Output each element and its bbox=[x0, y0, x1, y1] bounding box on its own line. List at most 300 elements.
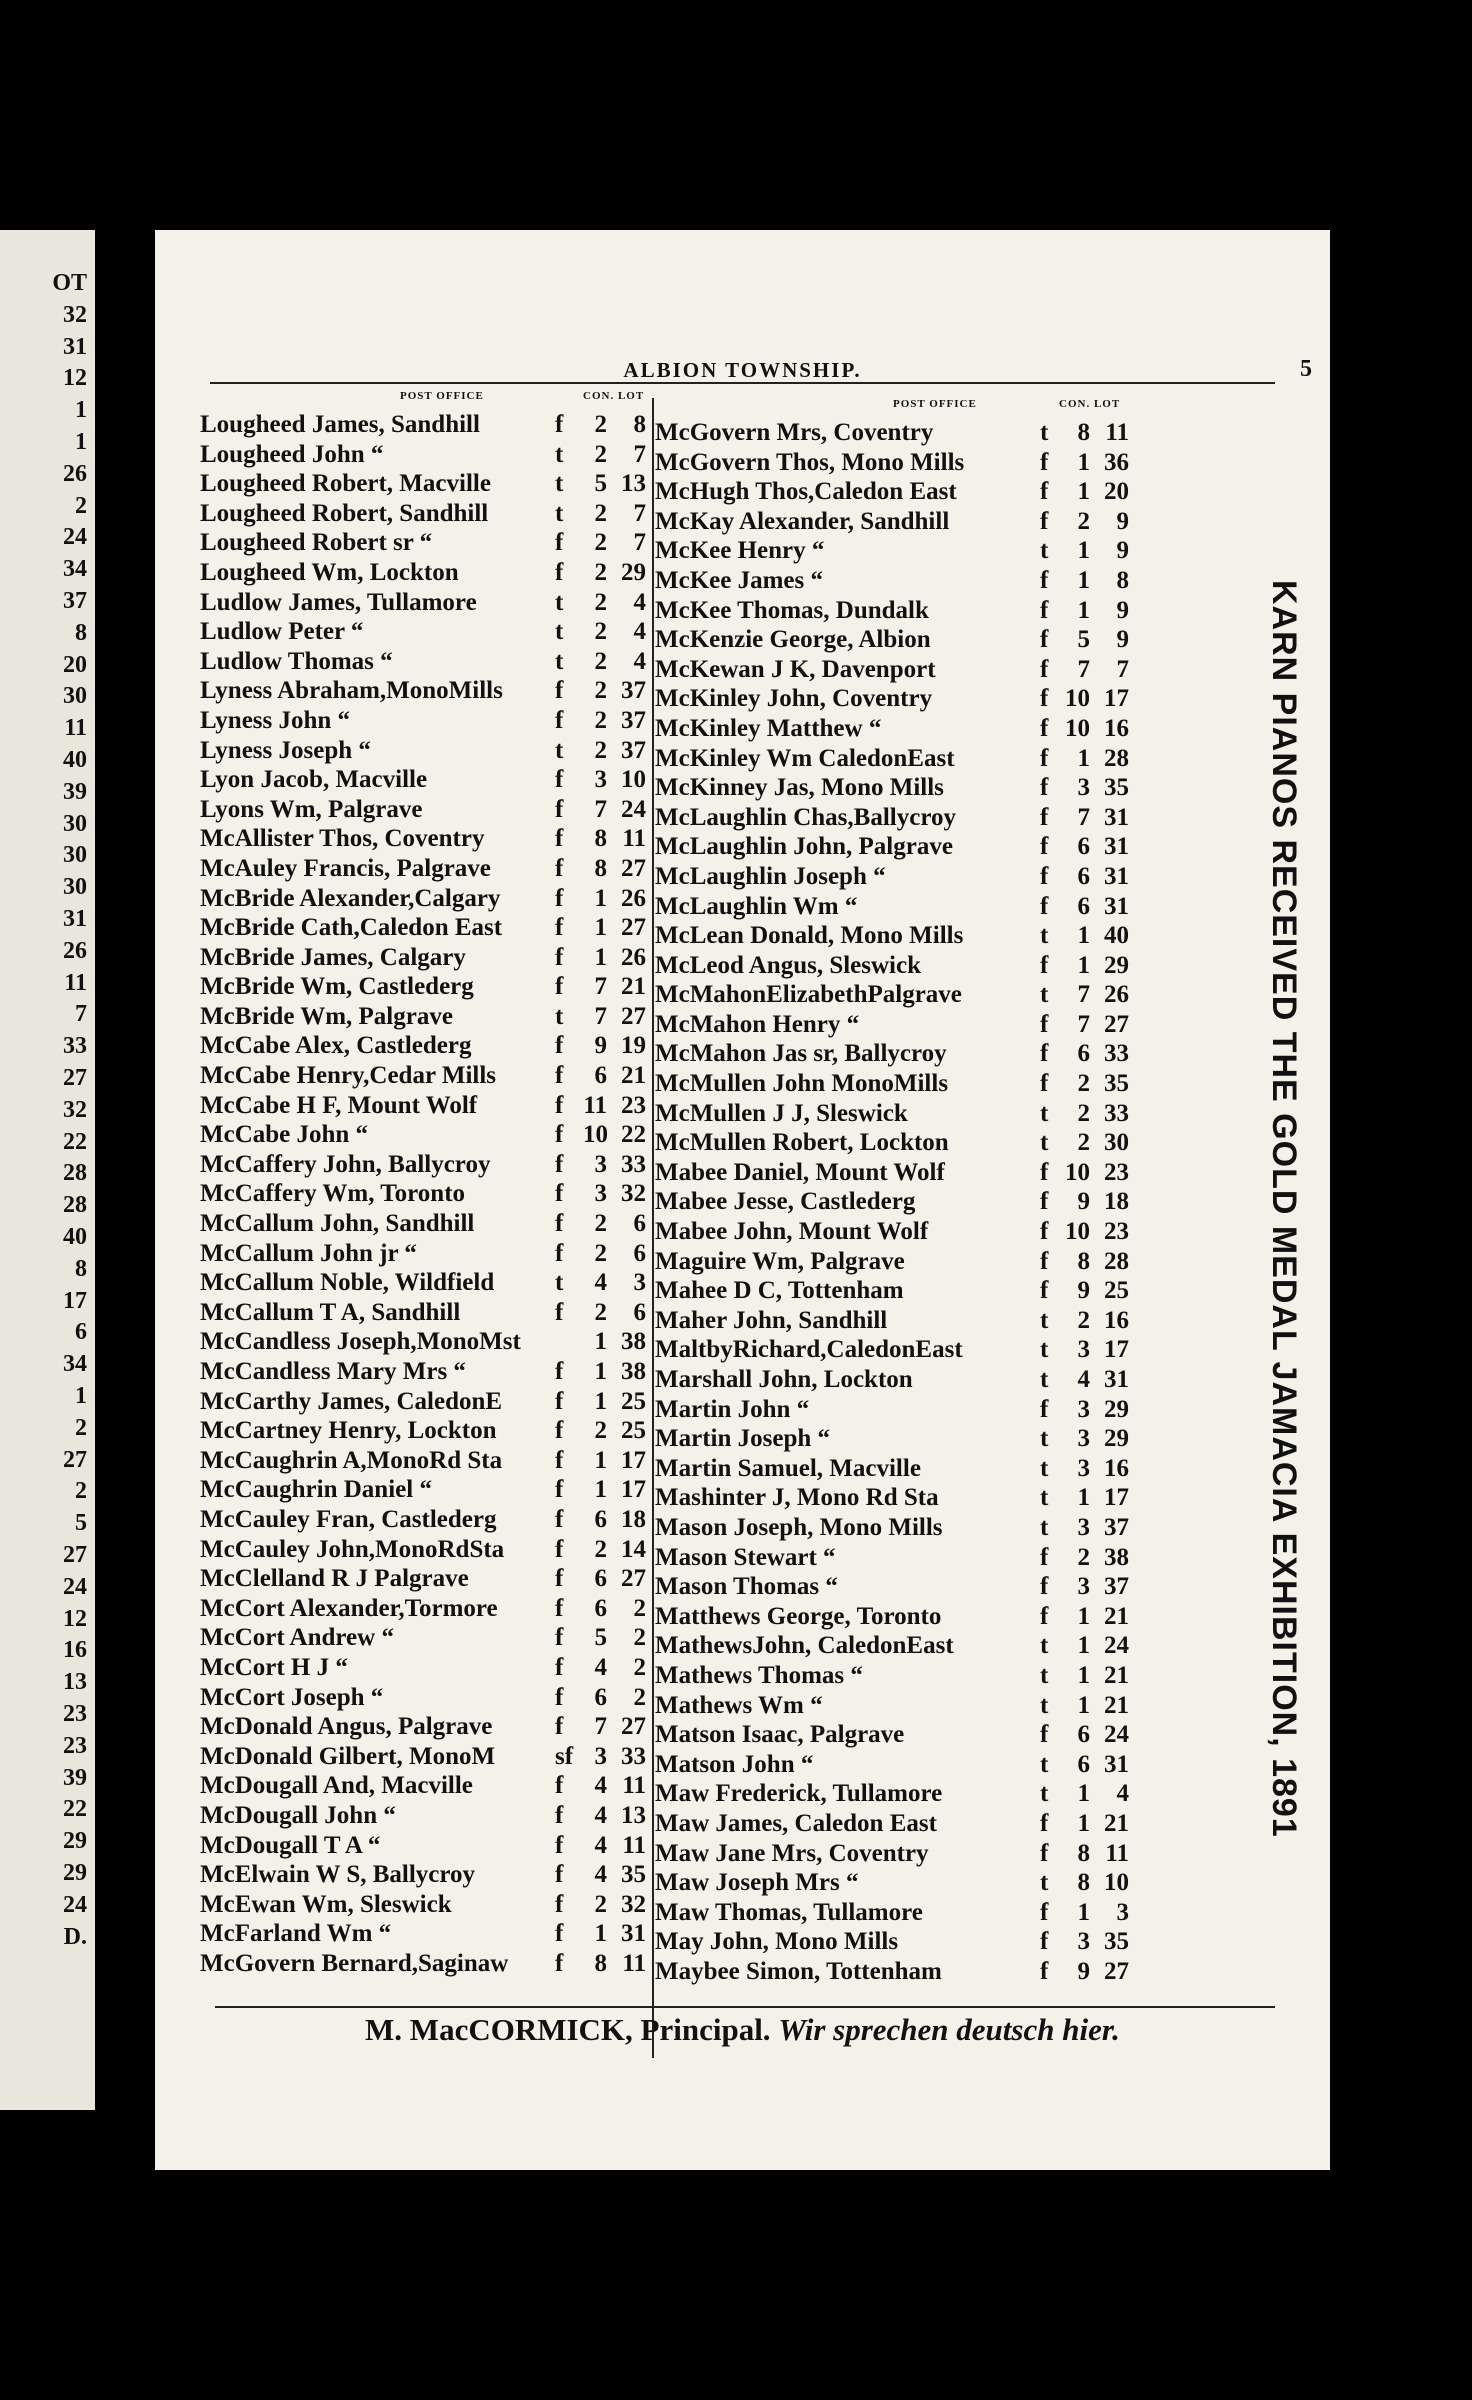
facing-page-fragment: 34 bbox=[63, 1351, 87, 1378]
entry-name: McCabe Henry,Cedar Mills bbox=[200, 1062, 497, 1090]
directory-entry bbox=[655, 1039, 1255, 1069]
entry-name: Lougheed Robert, Macville bbox=[200, 470, 491, 498]
directory-entry bbox=[200, 1239, 710, 1269]
directory-entry bbox=[655, 1483, 1255, 1513]
concession: 6 bbox=[594, 1062, 607, 1090]
running-title: ALBION TOWNSHIP. bbox=[623, 358, 862, 382]
tenure-code: f bbox=[1040, 1010, 1049, 1038]
directory-entry bbox=[200, 1179, 710, 1209]
tenure-code: f bbox=[1040, 1928, 1049, 1956]
concession: 3 bbox=[594, 766, 607, 794]
concession: 11 bbox=[583, 1091, 607, 1119]
lot-number: 6 bbox=[633, 1210, 646, 1238]
facing-page-fragment: 11 bbox=[64, 969, 87, 996]
lot-number: 16 bbox=[1104, 1306, 1129, 1334]
entry-name: Maw Frederick, Tullamore bbox=[655, 1780, 943, 1808]
entry-name: McClelland R J Palgrave bbox=[200, 1565, 469, 1593]
concession: 3 bbox=[1077, 1573, 1090, 1601]
lot-number: 21 bbox=[621, 973, 646, 1001]
lot-number: 29 bbox=[1104, 951, 1129, 979]
entry-name: McGovern Bernard,Saginaw bbox=[200, 1949, 509, 1977]
directory-entry bbox=[655, 980, 1255, 1010]
lot-number: 27 bbox=[621, 1002, 646, 1030]
directory-entry bbox=[200, 1949, 710, 1979]
directory-entry bbox=[655, 1158, 1255, 1188]
concession: 1 bbox=[1077, 1780, 1090, 1808]
header-rule bbox=[210, 382, 1275, 384]
entry-name: Ludlow James, Tullamore bbox=[200, 588, 477, 616]
directory-entry bbox=[655, 448, 1255, 478]
lot-number: 18 bbox=[1104, 1188, 1129, 1216]
entry-name: McLaughlin Chas,Ballycroy bbox=[655, 803, 956, 831]
facing-page-fragment: OT bbox=[52, 270, 87, 296]
tenure-code: f bbox=[555, 1535, 564, 1563]
entry-name: McCort Andrew “ bbox=[200, 1624, 394, 1652]
tenure-code: f bbox=[555, 529, 564, 557]
concession: 5 bbox=[1077, 626, 1090, 654]
lot-number: 27 bbox=[621, 914, 646, 942]
facing-page-fragment: D. bbox=[63, 1923, 87, 1950]
footer-rule bbox=[215, 2006, 1275, 2008]
column-heading bbox=[200, 390, 710, 410]
lot-number: 9 bbox=[1116, 596, 1129, 624]
directory-entry bbox=[200, 1327, 710, 1357]
tenure-code: f bbox=[1040, 1188, 1049, 1216]
entry-name: Mabee Daniel, Mount Wolf bbox=[655, 1158, 945, 1186]
directory-entry bbox=[200, 1771, 710, 1801]
facing-page-fragment: 27 bbox=[63, 1065, 87, 1091]
directory-entry bbox=[655, 1247, 1255, 1277]
facing-page-fragment: 1 bbox=[75, 397, 87, 424]
facing-page-fragment: 2 bbox=[75, 1414, 87, 1441]
lot-number: 6 bbox=[633, 1239, 646, 1267]
lot-number: 31 bbox=[1104, 892, 1129, 920]
facing-page-fragment: 1 bbox=[75, 1383, 87, 1409]
facing-page-fragment: 30 bbox=[63, 874, 87, 901]
facing-page-fragment: 32 bbox=[63, 1096, 87, 1123]
directory-entry bbox=[200, 795, 710, 825]
directory-entry bbox=[200, 499, 710, 529]
concession: 1 bbox=[1077, 1809, 1090, 1837]
tenure-code: f bbox=[555, 1298, 564, 1326]
facing-page-fragment: 30 bbox=[63, 683, 87, 710]
lot-number: 38 bbox=[621, 1328, 646, 1356]
tenure-code: f bbox=[1040, 507, 1049, 535]
entry-name: Martin Samuel, Macville bbox=[655, 1454, 921, 1482]
concession: 6 bbox=[1077, 862, 1090, 890]
tenure-code: f bbox=[555, 1062, 564, 1090]
entry-name: McCallum T A, Sandhill bbox=[200, 1298, 461, 1326]
facing-page-fragment: 32 bbox=[63, 301, 87, 328]
lot-number: 28 bbox=[1104, 1247, 1129, 1275]
tenure-code: t bbox=[1040, 1484, 1049, 1512]
lot-number: 9 bbox=[1116, 626, 1129, 654]
con-lot-heading: CON. LOT bbox=[583, 390, 645, 402]
concession: 3 bbox=[1077, 1928, 1090, 1956]
lot-number: 31 bbox=[1104, 1750, 1129, 1778]
directory-entry bbox=[200, 1002, 710, 1032]
footer bbox=[155, 2012, 1330, 2048]
directory-entry bbox=[200, 972, 710, 1002]
lot-number: 29 bbox=[621, 558, 646, 586]
concession: 6 bbox=[594, 1594, 607, 1622]
concession: 2 bbox=[594, 647, 607, 675]
directory-entry bbox=[200, 1387, 710, 1417]
concession: 4 bbox=[594, 1772, 607, 1800]
tenure-code: t bbox=[1040, 537, 1049, 565]
lot-number: 9 bbox=[1116, 507, 1129, 535]
directory-entry bbox=[200, 1594, 710, 1624]
entry-name: Lyness Abraham,MonoMills bbox=[200, 677, 503, 705]
directory-entry bbox=[655, 1454, 1255, 1484]
directory-entry bbox=[200, 647, 710, 677]
tenure-code: f bbox=[555, 1683, 564, 1711]
facing-page-fragment: 23 bbox=[63, 1732, 87, 1759]
directory-entry bbox=[655, 477, 1255, 507]
lot-number: 17 bbox=[1104, 1336, 1129, 1364]
concession: 1 bbox=[1077, 744, 1090, 772]
tenure-code: f bbox=[555, 1417, 564, 1445]
tenure-code: f bbox=[1040, 626, 1049, 654]
directory-entry bbox=[200, 1890, 710, 1920]
lot-number: 8 bbox=[1116, 566, 1129, 594]
facing-page-fragment: 26 bbox=[63, 460, 87, 487]
entry-name: McCandless Mary Mrs “ bbox=[200, 1358, 466, 1385]
lot-number: 6 bbox=[633, 1298, 646, 1326]
footer-german-notice: Wir sprechen deutsch hier. bbox=[778, 2012, 1120, 2047]
tenure-code: t bbox=[1040, 1661, 1049, 1689]
directory-entry bbox=[655, 655, 1255, 685]
directory-entry bbox=[200, 1446, 710, 1476]
entry-name: McCartney Henry, Lockton bbox=[200, 1417, 497, 1445]
directory-entry bbox=[200, 1357, 710, 1387]
lot-number: 23 bbox=[1104, 1218, 1129, 1246]
tenure-code: f bbox=[555, 1624, 564, 1652]
entry-name: Lougheed Robert, Sandhill bbox=[200, 499, 489, 527]
concession: 8 bbox=[594, 825, 607, 853]
directory-entry bbox=[655, 1868, 1255, 1898]
directory-entry bbox=[200, 1416, 710, 1446]
facing-page-fragment: 8 bbox=[75, 1255, 87, 1282]
concession: 10 bbox=[583, 1121, 608, 1149]
directory-entry bbox=[655, 1927, 1255, 1957]
tenure-code: f bbox=[555, 766, 564, 794]
facing-page-fragment: 12 bbox=[63, 1605, 87, 1632]
entry-name: Mathews Thomas “ bbox=[655, 1661, 863, 1689]
tenure-code: f bbox=[1040, 1809, 1049, 1837]
lot-number: 27 bbox=[621, 1713, 646, 1741]
directory-entry bbox=[200, 617, 710, 647]
concession: 4 bbox=[594, 1831, 607, 1859]
concession: 8 bbox=[1077, 1869, 1090, 1897]
lot-number: 20 bbox=[1104, 478, 1129, 506]
tenure-code: f bbox=[1040, 1277, 1049, 1305]
tenure-code: f bbox=[1040, 951, 1049, 979]
directory-page bbox=[155, 230, 1330, 2170]
concession: 10 bbox=[1065, 685, 1090, 713]
directory-entry bbox=[200, 1031, 710, 1061]
concession: 3 bbox=[1077, 1395, 1090, 1423]
directory-entry bbox=[200, 1712, 710, 1742]
lot-number: 37 bbox=[621, 706, 646, 734]
concession: 2 bbox=[594, 618, 607, 646]
lot-number: 22 bbox=[621, 1121, 646, 1149]
entry-name: Lyness John “ bbox=[200, 706, 351, 734]
entry-name: Lougheed James, Sandhill bbox=[200, 411, 480, 438]
directory-entry bbox=[200, 440, 710, 470]
right-column bbox=[655, 398, 1255, 1986]
lot-number: 32 bbox=[621, 1890, 646, 1918]
facing-page-fragment: 5 bbox=[75, 1510, 87, 1537]
lot-number: 17 bbox=[621, 1446, 646, 1474]
entry-name: McLean Donald, Mono Mills bbox=[655, 922, 964, 950]
concession: 2 bbox=[594, 1535, 607, 1563]
lot-number: 26 bbox=[621, 884, 646, 912]
tenure-code: f bbox=[1040, 1721, 1049, 1749]
concession: 1 bbox=[1077, 951, 1090, 979]
tenure-code: f bbox=[555, 1801, 564, 1829]
tenure-code: t bbox=[1040, 1691, 1049, 1719]
tenure-code: f bbox=[555, 1150, 564, 1178]
facing-page-fragment: 16 bbox=[63, 1637, 87, 1664]
concession: 1 bbox=[1077, 596, 1090, 624]
lot-number: 31 bbox=[621, 1920, 646, 1948]
tenure-code: f bbox=[555, 1920, 564, 1948]
entry-name: Lyon Jacob, Macville bbox=[200, 766, 428, 794]
tenure-code: t bbox=[1040, 1454, 1049, 1482]
entry-name: McCaughrin A,MonoRd Sta bbox=[200, 1446, 503, 1474]
right-entry-list bbox=[655, 418, 1255, 1986]
directory-entry bbox=[200, 1150, 710, 1180]
tenure-code: f bbox=[1040, 774, 1049, 802]
entry-name: Mahee D C, Tottenham bbox=[655, 1277, 904, 1305]
lot-number: 17 bbox=[621, 1476, 646, 1504]
entry-name: McLeod Angus, Sleswick bbox=[655, 951, 922, 979]
facing-page-fragment: 22 bbox=[63, 1128, 87, 1155]
tenure-code: t bbox=[555, 618, 564, 646]
entry-name: May John, Mono Mills bbox=[655, 1928, 899, 1956]
entry-name: Maybee Simon, Tottenham bbox=[655, 1957, 942, 1985]
facing-page-fragment: 2 bbox=[75, 1478, 87, 1505]
tenure-code: f bbox=[555, 677, 564, 705]
column-divider bbox=[652, 398, 654, 2058]
lot-number: 33 bbox=[1104, 1040, 1129, 1068]
tenure-code: t bbox=[1040, 1780, 1049, 1808]
tenure-code: f bbox=[1040, 1158, 1049, 1186]
directory-entry bbox=[655, 1957, 1255, 1987]
entry-name: McMahon Jas sr, Ballycroy bbox=[655, 1040, 947, 1068]
facing-page-fragment: 40 bbox=[63, 1224, 87, 1250]
directory-entry bbox=[200, 943, 710, 973]
directory-entry bbox=[200, 1475, 710, 1505]
directory-entry bbox=[655, 1365, 1255, 1395]
lot-number: 4 bbox=[633, 618, 646, 646]
directory-entry bbox=[200, 1120, 710, 1150]
entry-name: McBride James, Calgary bbox=[200, 943, 466, 971]
lot-number: 31 bbox=[1104, 803, 1129, 831]
directory-entry bbox=[200, 1742, 710, 1772]
lot-number: 33 bbox=[621, 1150, 646, 1178]
entry-name: McGovern Mrs, Coventry bbox=[655, 419, 934, 446]
tenure-code: f bbox=[555, 1505, 564, 1533]
concession: 9 bbox=[1077, 1957, 1090, 1985]
directory-entry bbox=[200, 706, 710, 736]
directory-entry bbox=[655, 1839, 1255, 1869]
entry-name: McDonald Gilbert, MonoM bbox=[200, 1742, 496, 1770]
concession: 1 bbox=[1077, 448, 1090, 476]
entry-name: McKee James “ bbox=[655, 566, 823, 594]
entry-name: McKinley John, Coventry bbox=[655, 685, 933, 713]
entry-name: Martin John “ bbox=[655, 1395, 810, 1423]
concession: 1 bbox=[1077, 1691, 1090, 1719]
tenure-code: f bbox=[555, 1091, 564, 1119]
concession: 1 bbox=[594, 1387, 607, 1415]
directory-entry bbox=[200, 1860, 710, 1890]
facing-page-fragment: 30 bbox=[63, 842, 87, 869]
directory-entry bbox=[655, 1069, 1255, 1099]
tenure-code: f bbox=[1040, 685, 1049, 713]
lot-number: 10 bbox=[621, 766, 646, 794]
concession: 8 bbox=[594, 854, 607, 882]
facing-page-fragment: 39 bbox=[63, 778, 87, 805]
tenure-code: f bbox=[1040, 1543, 1049, 1571]
concession: 2 bbox=[594, 588, 607, 616]
concession: 1 bbox=[594, 1920, 607, 1948]
lot-number: 4 bbox=[633, 588, 646, 616]
directory-entry bbox=[655, 744, 1255, 774]
directory-entry bbox=[200, 824, 710, 854]
concession: 2 bbox=[594, 736, 607, 764]
lot-number: 26 bbox=[621, 943, 646, 971]
facing-page-fragment: 1 bbox=[75, 429, 87, 455]
lot-number: 21 bbox=[621, 1062, 646, 1090]
facing-page-fragment: 27 bbox=[63, 1542, 87, 1568]
entry-name: McElwain W S, Ballycroy bbox=[200, 1861, 476, 1889]
directory-entry bbox=[655, 596, 1255, 626]
tenure-code: f bbox=[1040, 596, 1049, 624]
lot-number: 2 bbox=[633, 1653, 646, 1681]
directory-entry bbox=[200, 1535, 710, 1565]
tenure-code: f bbox=[1040, 803, 1049, 831]
concession: 9 bbox=[1077, 1188, 1090, 1216]
entry-name: McDougall T A “ bbox=[200, 1831, 381, 1859]
tenure-code: t bbox=[1040, 1129, 1049, 1157]
directory-entry bbox=[655, 418, 1255, 448]
concession: 3 bbox=[1077, 1513, 1090, 1541]
entry-name: McMullen J J, Sleswick bbox=[655, 1099, 908, 1127]
directory-entry bbox=[655, 1691, 1255, 1721]
lot-number: 16 bbox=[1104, 1454, 1129, 1482]
directory-entry bbox=[655, 803, 1255, 833]
entry-name: Maw Jane Mrs, Coventry bbox=[655, 1839, 929, 1867]
entry-name: McCort Joseph “ bbox=[200, 1683, 384, 1711]
tenure-code: f bbox=[1040, 1247, 1049, 1275]
tenure-code: f bbox=[555, 411, 564, 438]
concession: 3 bbox=[1077, 774, 1090, 802]
directory-entry bbox=[200, 1091, 710, 1121]
concession: 7 bbox=[1077, 803, 1090, 831]
lot-number: 11 bbox=[622, 825, 646, 853]
lot-number: 7 bbox=[633, 529, 646, 557]
tenure-code: f bbox=[555, 825, 564, 853]
entry-name: Lougheed Robert sr “ bbox=[200, 529, 433, 557]
tenure-code: f bbox=[1040, 1040, 1049, 1068]
tenure-code: t bbox=[555, 440, 564, 468]
concession: 1 bbox=[594, 884, 607, 912]
lot-number: 30 bbox=[1104, 1129, 1129, 1157]
entry-name: McKinney Jas, Mono Mills bbox=[655, 774, 944, 802]
tenure-code: t bbox=[1040, 419, 1049, 446]
entry-name: Maguire Wm, Palgrave bbox=[655, 1247, 905, 1275]
entry-name: McAllister Thos, Coventry bbox=[200, 825, 485, 853]
tenure-code: f bbox=[555, 1387, 564, 1415]
concession: 8 bbox=[594, 1949, 607, 1977]
facing-page-fragment: 24 bbox=[63, 1891, 87, 1918]
lot-number: 21 bbox=[1104, 1602, 1129, 1630]
entry-name: McKewan J K, Davenport bbox=[655, 655, 936, 683]
lot-number: 35 bbox=[1104, 1928, 1129, 1956]
concession: 2 bbox=[1077, 1099, 1090, 1127]
lot-number: 23 bbox=[1104, 1158, 1129, 1186]
lot-number: 19 bbox=[621, 1032, 646, 1060]
lot-number: 14 bbox=[621, 1535, 646, 1563]
concession: 10 bbox=[1065, 1218, 1090, 1246]
entry-name: McMullen John MonoMills bbox=[655, 1070, 949, 1098]
concession: 2 bbox=[594, 529, 607, 557]
concession: 8 bbox=[1077, 419, 1090, 446]
lot-number: 35 bbox=[621, 1861, 646, 1889]
entry-name: McCort H J “ bbox=[200, 1653, 348, 1681]
facing-page-fragment: 37 bbox=[63, 588, 87, 614]
concession: 2 bbox=[1077, 1129, 1090, 1157]
entry-name: McCaffery John, Ballycroy bbox=[200, 1150, 491, 1178]
lot-number: 31 bbox=[1104, 862, 1129, 890]
entry-name: Mabee John, Mount Wolf bbox=[655, 1218, 929, 1246]
entry-name: McMahon Henry “ bbox=[655, 1010, 860, 1038]
tenure-code: f bbox=[555, 1713, 564, 1741]
concession: 1 bbox=[1077, 1898, 1090, 1926]
concession: 1 bbox=[1077, 478, 1090, 506]
facing-page-fragment: 2 bbox=[75, 492, 87, 519]
facing-page-fragment: 20 bbox=[63, 651, 87, 678]
entry-name: McGovern Thos, Mono Mills bbox=[655, 448, 965, 476]
lot-number: 4 bbox=[633, 647, 646, 675]
directory-entry bbox=[200, 1919, 710, 1949]
concession: 1 bbox=[594, 1328, 607, 1356]
entry-name: Marshall John, Lockton bbox=[655, 1366, 913, 1393]
tenure-code: f bbox=[555, 558, 564, 586]
concession: 2 bbox=[594, 1210, 607, 1238]
concession: 3 bbox=[1077, 1425, 1090, 1453]
concession: 7 bbox=[594, 1713, 607, 1741]
entry-name: McBride Cath,Caledon East bbox=[200, 914, 503, 942]
tenure-code: t bbox=[1040, 922, 1049, 950]
entry-name: Matson Isaac, Palgrave bbox=[655, 1721, 905, 1749]
entry-name: McCallum John jr “ bbox=[200, 1239, 417, 1267]
concession: 9 bbox=[1077, 1277, 1090, 1305]
entry-name: Lyons Wm, Palgrave bbox=[200, 795, 423, 823]
lot-number: 27 bbox=[621, 854, 646, 882]
tenure-code: f bbox=[1040, 1898, 1049, 1926]
lot-number: 37 bbox=[1104, 1573, 1129, 1601]
tenure-code: t bbox=[555, 647, 564, 675]
concession: 4 bbox=[594, 1653, 607, 1681]
directory-entry bbox=[655, 1631, 1255, 1661]
concession: 2 bbox=[594, 411, 607, 438]
directory-entry bbox=[200, 765, 710, 795]
directory-entry bbox=[655, 1809, 1255, 1839]
directory-entry bbox=[655, 1010, 1255, 1040]
